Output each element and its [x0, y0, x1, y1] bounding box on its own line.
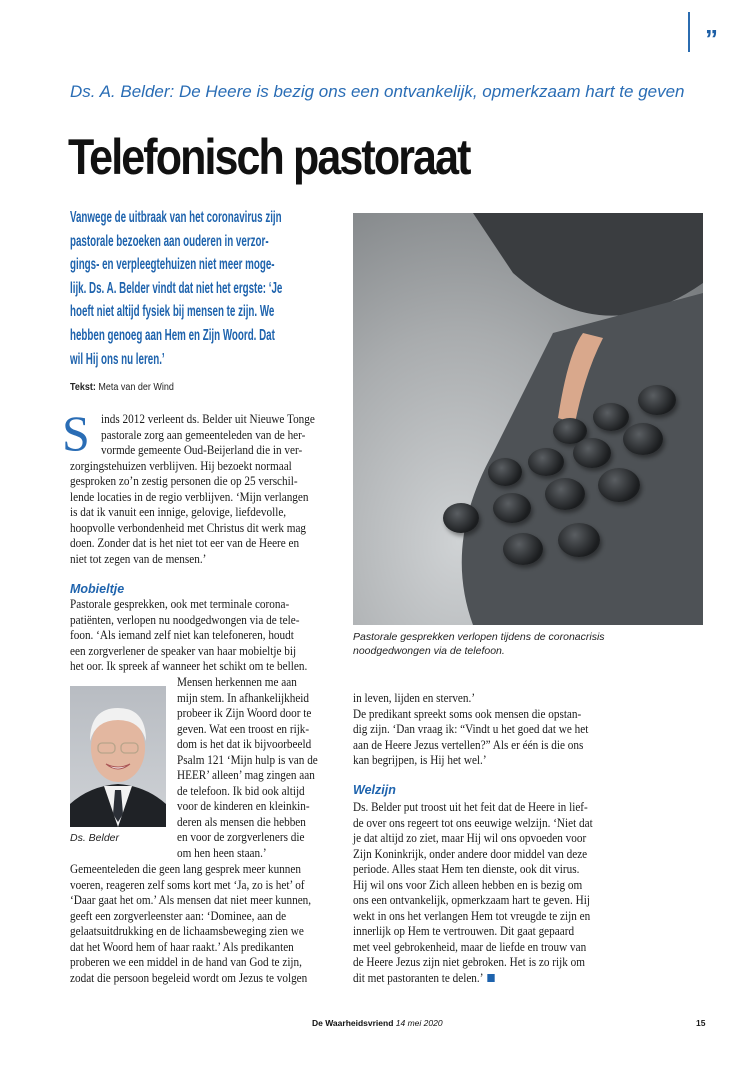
telephone-photo: [353, 213, 703, 625]
paragraph-1-start: [101, 412, 315, 459]
text-line: hebben genoeg aan Hem en Zijn Woord. Dat: [70, 326, 275, 344]
text-line: voeren, reageren zelf soms kort met ‘Ja, zo is het’ of: [70, 877, 305, 892]
text-line: in leven, lijden en sterven.’: [353, 691, 476, 705]
text-line: Hij wil ons voor Zich alleen hebben en is bezig om: [353, 877, 583, 892]
text-line: hoopvolle verbondenheid met Christus dit werk mag: [70, 520, 307, 535]
text-line: de Heere Jezus zijn niet gebroken. Het is zo rijk om: [353, 955, 585, 969]
text-line: dit met pastoranten te delen.’: [353, 971, 593, 987]
text-line: zodat die persoon begeleid wordt om Jezus te volgen: [70, 970, 308, 985]
subheading-mobieltje: Mobieltje: [70, 582, 125, 596]
text-line: probeer ik Zijn Woord door te: [177, 706, 312, 720]
text-line: lende locaties in de regio verblijven. ‘Mijn verlangen: [70, 489, 309, 504]
drop-cap: S: [62, 405, 90, 461]
text-line: innerlijk op Hem te vertrouwen. Dit gaat gepaard: [353, 924, 575, 938]
portrait-photo: [70, 686, 166, 827]
text-line: gings- en verpleegtehuizen niet meer moge-: [70, 256, 275, 274]
text-line: patiënten, verlopen nu noodgedwongen via de tele-: [70, 612, 300, 627]
text-line: Zijn Koninkrijk, onder andere door middel van deze: [353, 846, 588, 861]
portrait-caption: Ds. Belder: [70, 832, 120, 844]
text-line: Psalm 121 ‘Mijn hulp is van de: [177, 752, 318, 767]
text-line: gelaatsuitdrukking en de lichaamsbeweging zien we: [70, 924, 304, 938]
text-line: aan de Heere Jezus vertellen?” Als er één is die ons: [353, 737, 584, 752]
text-line: deren als mensen die hebben: [177, 814, 306, 829]
kicker: Ds. A. Belder: De Heere is bezig ons een ontvankelijk, opmerkzaam hart te geven: [70, 82, 685, 101]
text-line: Mensen herkennen me aan: [177, 675, 297, 689]
text-line: een zorgverlener de speaker van haar mobieltje bij: [70, 643, 297, 658]
text-line: vormde gemeente Oud-Beijerland die in ver-: [101, 443, 303, 457]
quote-mark-icon: ”: [705, 24, 716, 54]
end-mark-icon: [487, 974, 494, 982]
header-rule: [688, 12, 690, 52]
text-line: inds 2012 verleent ds. Belder uit Nieuwe Tonge: [101, 412, 315, 426]
text-line: ‘Daar gaat het om.’ Als mensen dat niet meer kunnen,: [70, 893, 312, 907]
text-line: en voor de zorgverleners die: [177, 830, 305, 844]
text-line: zorgingstehuizen verblijven. Hij bezoekt normaal: [70, 458, 292, 473]
text-line: Pastorale gesprekken, ook met terminale corona-: [70, 597, 290, 611]
magazine-name: De Waarheidsvriend: [312, 1018, 394, 1028]
text-line: geeft een zorgverleenster aan: ‘Dominee, aan de: [70, 908, 287, 923]
text-line: dom is het dat ik bijvoorbeeld: [177, 737, 312, 751]
text-line: met veel gebrokenheid, maar de liefde en trouw van: [353, 939, 587, 954]
text-line: de over ons regeert tot ons eeuwige welzijn. ‘Niet dat: [353, 815, 593, 830]
text-line: dat het Woord hem of haar raakt.’ Als predikanten: [70, 939, 294, 954]
byline-label: Tekst:: [70, 382, 96, 393]
footer: [312, 1018, 443, 1028]
page-number: 15: [696, 1018, 706, 1028]
text-line: niet tot zegen van de mensen.’: [70, 551, 207, 566]
text-line: HEER’ alleen’ mag zingen aan: [177, 768, 315, 782]
text-line: periode. Alles staat Hem ten dienste, ook dit virus.: [353, 862, 580, 876]
subheading-welzijn: Welzijn: [353, 783, 396, 797]
paragraph-3: [70, 862, 311, 986]
text-line: Ds. Belder put troost uit het feit dat de Heere in lief-: [353, 800, 588, 814]
intro: [70, 206, 339, 371]
text-line: Gemeenteleden die geen lang gesprek meer kunnen: [70, 862, 302, 876]
text-line: geven. Wat een troost en rijk-: [177, 721, 310, 736]
paragraph-2: [70, 597, 307, 675]
issue-date: 14 mei 2020: [395, 1018, 443, 1028]
paragraph-2-continued: [177, 675, 318, 861]
text-line: hoeft niet altijd fysiek bij mensen te zijn. We: [70, 303, 275, 321]
text-line: het oor. Ik spreek af wanneer het schikt om te bellen.: [70, 659, 308, 673]
text-line: pastorale zorg aan gemeenteleden van de her-: [101, 427, 306, 442]
text-line: je dat altijd zo ziet, maar Hij wil ons opvoeden voor: [353, 831, 587, 845]
byline-author: Meta van der Wind: [98, 382, 174, 393]
paragraph-4: [353, 691, 588, 769]
text-line: proberen we een middel in de hand van God te zijn,: [70, 955, 302, 969]
text-line: dig zijn. ‘Dan vraag ik: “Vindt u het goed dat we het: [353, 722, 589, 736]
paragraph-5: [353, 800, 593, 986]
text-line: is dat ik vanuit een innige, gelovige, liefdevolle,: [70, 505, 287, 519]
page-title: Telefonisch pastoraat: [68, 129, 470, 185]
text-line: wil Hij ons nu leren.’: [70, 350, 165, 368]
text-line: foon. ‘Als iemand zelf niet kan telefoneren, houdt: [70, 628, 294, 642]
text-line: Vanwege de uitbraak van het coronavirus zijn: [70, 209, 282, 226]
text-line: lijk. Ds. A. Belder vindt dat niet het ergste: ‘Je: [70, 279, 283, 297]
paragraph-1: [70, 459, 308, 568]
text-line: de telefoon. Ik bid ook altijd: [177, 783, 305, 798]
text-line: voor de kinderen en kleinkin-: [177, 799, 310, 813]
photo-caption: Pastorale gesprekken verlopen tijdens de coronacrisis noodgedwongen via de telefoon.: [353, 631, 605, 657]
text-line: doen. Zonder dat is het niet tot eer van de Heere en: [70, 536, 300, 550]
text-line: pastorale bezoeken aan ouderen in verzor-: [70, 232, 269, 250]
text-line: kan begrijpen, is Hij het wel.’: [353, 753, 487, 767]
byline: [70, 382, 174, 393]
text-line: ons een ontvankelijk, opmerkzaam hart te geven. Hij: [353, 893, 590, 907]
text-line: om hen heen staan.’: [177, 845, 267, 860]
text-line: mijn stem. In afhankelijkheid: [177, 690, 310, 705]
text-line: De predikant spreekt soms ook mensen die opstan-: [353, 706, 582, 721]
text-line: wekt in ons het verlangen Hem tot vreugde te zijn en: [353, 908, 591, 923]
text-line: gesproken zo’n zestig personen die op 25 verschil-: [70, 474, 298, 488]
